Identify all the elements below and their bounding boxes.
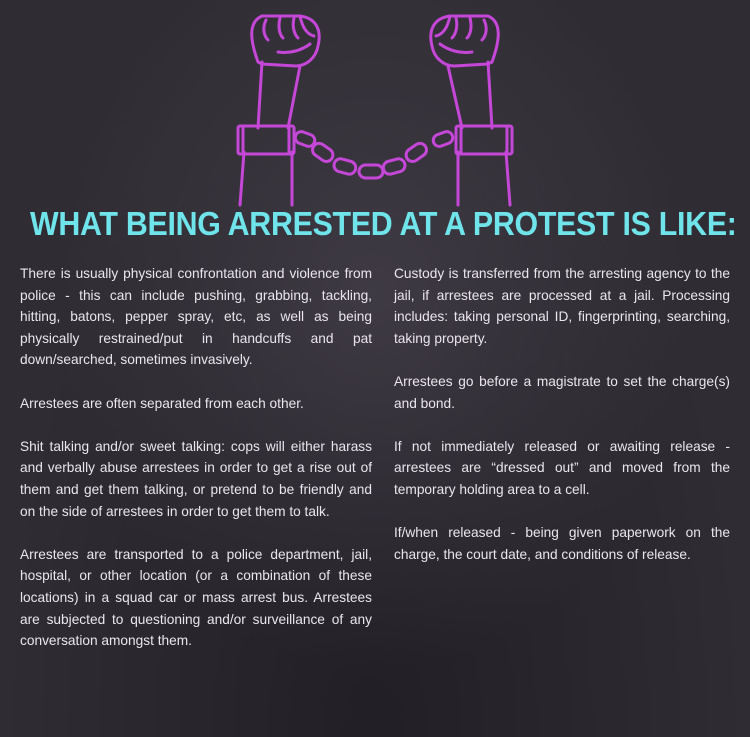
paragraph-shit-talking: Shit talking and/or sweet talking: cops will either harass and verbally abuse arrestees in order to get a rise out of them and get them talking, or pretend to be friendly and on the side of arrestees in order to get them to talk. bbox=[20, 438, 372, 519]
paragraph-transported: Arrestees are transported to a police department, jail, hospital, or other location (or a combination of these locations) in a squad car or mass arrest bus. Arrestees are subjected to questioning and/or surveillance of any conversation amongst them. bbox=[20, 546, 372, 649]
paragraph-physical-confrontation: There is usually physical confrontation and violence from police - this can include pushing, grabbing, tackling, hitting, batons, pepper spray, etc, as well as being physically restrained/put in handcuffs and pat down/searched, sometimes invasively. bbox=[20, 266, 372, 368]
handcuffed-fists-icon bbox=[0, 0, 750, 215]
paragraph-dressed-out: If not immediately released or awaiting release - arrestees are “dressed out” and moved from the temporary holding area to a cell. bbox=[394, 438, 730, 497]
right-column bbox=[394, 263, 730, 587]
paragraph-custody: Custody is transferred from the arresting agency to the jail, if arrestees are processed at a jail. Processing includes: taking personal ID, fingerprinting, searching, taking property. bbox=[394, 266, 730, 346]
paragraph-released: If/when released - being given paperwork on the charge, the court date, and conditions of release. bbox=[394, 525, 730, 562]
left-column bbox=[20, 263, 372, 673]
page-title: WHAT BEING ARRESTED AT A PROTEST IS LIKE: bbox=[30, 205, 737, 242]
paragraph-separated: Arrestees are often separated from each other. bbox=[20, 395, 304, 411]
paragraph-magistrate: Arrestees go before a magistrate to set the charge(s) and bond. bbox=[394, 373, 730, 411]
